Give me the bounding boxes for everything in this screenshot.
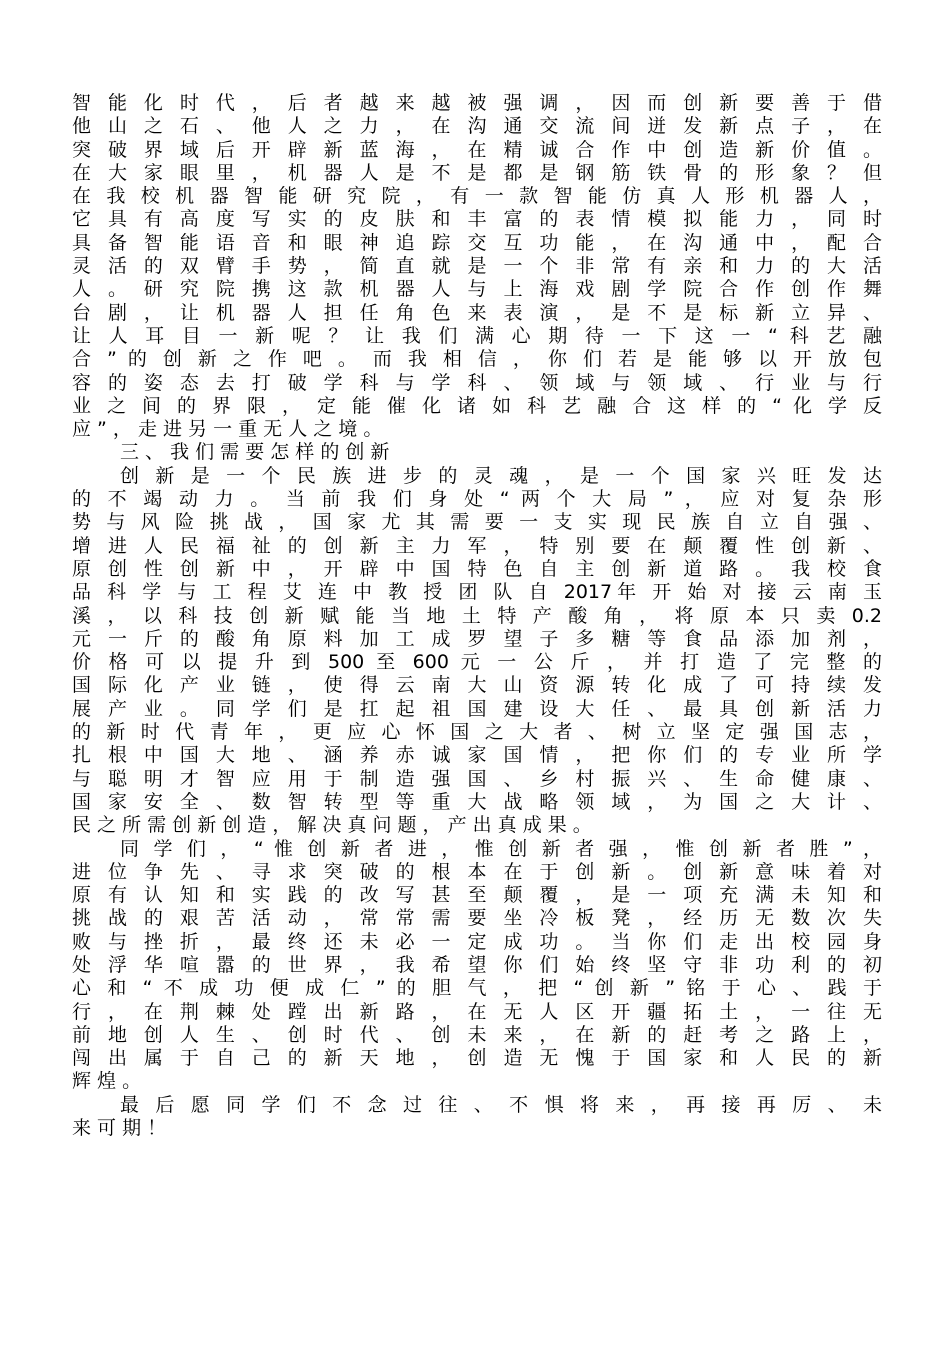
text-line: 的 新 时 代 青 年 ， 更 应 心 怀 国 之 大 者 、 树 立 坚 定 强 国 志 ， — [72, 721, 882, 744]
text-line: 与 聪 明 才 智 应 用 于 制 造 强 国 、 乡 村 振 兴 、 生 命 健 康 、 — [72, 767, 882, 790]
text-line: 势 与 风 险 挑 战 ， 国 家 尤 其 需 要 一 支 实 现 民 族 自 立 自 强 、 — [72, 511, 882, 534]
text-line: 突 破 界 域 后 开 辟 新 蓝 海 ， 在 精 诚 合 作 中 创 造 新 价 值 。 — [72, 138, 882, 161]
text-line: 让 人 耳 目 一 新 呢 ？ 让 我 们 满 心 期 待 一 下 这 一 “ 科 艺 融 — [72, 324, 882, 347]
text-line: 闯 出 属 于 自 己 的 新 天 地 ， 创 造 无 愧 于 国 家 和 人 民 的 新 — [72, 1047, 882, 1070]
text-line: 国 家 安 全 、 数 智 转 型 等 重 大 战 略 领 域 ， 为 国 之 大 计 、 — [72, 790, 882, 813]
text-line: 最 后 愿 同 学 们 不 念 过 往 、 不 惧 将 来 ， 再 接 再 厉 、 未 — [120, 1093, 882, 1116]
text-line: 同 学 们 ， “ 惟 创 新 者 进 ， 惟 创 新 者 强 ， 惟 创 新 者 胜 ” ， — [120, 837, 882, 860]
text-line: 智 能 化 时 代 ， 后 者 越 来 越 被 强 调 ， 因 而 创 新 要 善 于 借 — [72, 92, 882, 114]
text-line: 民 之 所 需 创 新 创 造 ， 解 决 真 问 题 ， 产 出 真 成 果 。 — [72, 814, 592, 837]
text-line: 前 地 创 人 生 、 创 时 代 、 创 未 来 ， 在 新 的 赶 考 之 路 上 ， — [72, 1023, 882, 1046]
text-line: 合 ” 的 创 新 之 作 吧 。 而 我 相 信 ， 你 们 若 是 能 够 以 开 放 包 — [72, 348, 882, 371]
text-line: 辉 煌 。 — [72, 1070, 142, 1093]
text-line: 台 剧 ， 让 机 器 人 担 任 角 色 来 表 演 ， 是 不 是 标 新 立 异 、 — [72, 301, 882, 324]
text-line: 它 具 有 高 度 写 实 的 皮 肤 和 丰 富 的 表 情 模 拟 能 力 ， 同 时 — [72, 208, 882, 231]
text-line: 扎 根 中 国 大 地 、 涵 养 赤 诚 家 国 情 ， 把 你 们 的 专 业 所 学 — [72, 744, 882, 767]
text-line: 容 的 姿 态 去 打 破 学 科 与 学 科 、 领 域 与 领 域 、 行 业 与 行 — [72, 371, 882, 394]
text-line: 价 格 可 以 提 升 到 500 至 600 元 一 公 斤 ， 并 打 造 了 完 整 的 — [72, 651, 882, 674]
text-line: 溪 ， 以 科 技 创 新 赋 能 当 地 土 特 产 酸 角 ， 将 原 本 只 卖 0.2 — [72, 604, 882, 627]
text-line: 三 、 我 们 需 要 怎 样 的 创 新 — [120, 441, 390, 464]
text-line: 品 科 学 与 工 程 艾 连 中 教 授 团 队 自 2017年 开 始 对 接 云 南 玉 — [72, 581, 882, 604]
text-line: 原 有 认 知 和 实 践 的 改 写 甚 至 颠 覆 ， 是 一 项 充 满 未 知 和 — [72, 884, 882, 907]
text-line: 元 一 斤 的 酸 角 原 料 加 工 成 罗 望 子 多 糖 等 食 品 添 加 剂 ， — [72, 627, 882, 650]
text-line: 败 与 挫 折 ， 最 终 还 未 必 一 定 成 功 。 当 你 们 走 出 校 园 身 — [72, 930, 882, 953]
text-line: 原 创 性 创 新 中 ， 开 辟 中 国 特 色 自 主 创 新 道 路 。 我 校 食 — [72, 557, 882, 580]
text-line: 行 ， 在 荆 棘 处 蹚 出 新 路 ， 在 无 人 区 开 疆 拓 土 ， 一 往 无 — [72, 1000, 882, 1023]
text-line: 他 山 之 石 、 他 人 之 力 ， 在 沟 通 交 流 间 迸 发 新 点 子 ， 在 — [72, 115, 882, 138]
text-line: 国 际 化 产 业 链 ， 使 得 云 南 大 山 资 源 转 化 成 了 可 持 续 发 — [72, 674, 882, 697]
text-line: 增 进 人 民 福 祉 的 创 新 主 力 军 ， 特 别 要 在 颠 覆 性 创 新 、 — [72, 534, 882, 557]
text-line: 创 新 是 一 个 民 族 进 步 的 灵 魂 ， 是 一 个 国 家 兴 旺 发 达 — [120, 464, 882, 487]
text-line: 业 之 间 的 界 限 ， 定 能 催 化 诸 如 科 艺 融 合 这 样 的 “ 化 学 反 — [72, 394, 882, 417]
text-line: 应 ” ， 走 进 另 一 重 无 人 之 境 。 — [72, 418, 383, 441]
text-line: 处 浮 华 喧 嚣 的 世 界 ， 我 希 望 你 们 始 终 坚 守 非 功 利 的 初 — [72, 953, 882, 976]
text-line: 心 和 “ 不 成 功 便 成 仁 ” 的 胆 气 ， 把 “ 创 新 ” 铭 于 心 、 践 于 — [72, 977, 882, 1000]
document-body — [72, 92, 882, 1140]
text-line: 来 可 期 ！ — [72, 1117, 167, 1140]
text-line: 具 备 智 能 语 音 和 眼 神 追 踪 交 互 功 能 ， 在 沟 通 中 ， 配 合 — [72, 231, 882, 254]
text-line: 在 我 校 机 器 智 能 研 究 院 ， 有 一 款 智 能 仿 真 人 形 机 器 人 ， — [72, 185, 882, 208]
text-line: 进 位 争 先 、 寻 求 突 破 的 根 本 在 于 创 新 。 创 新 意 味 着 对 — [72, 860, 882, 883]
text-line: 人 。 研 究 院 携 这 款 机 器 人 与 上 海 戏 剧 学 院 合 作 创 作 舞 — [72, 278, 882, 301]
text-line: 灵 活 的 双 臂 手 势 ， 简 直 就 是 一 个 非 常 有 亲 和 力 的 大 活 — [72, 255, 882, 278]
text-line: 的 不 竭 动 力 。 当 前 我 们 身 处 “ 两 个 大 局 ” ， 应 对 复 杂 形 — [72, 488, 882, 511]
text-line: 展 产 业 。 同 学 们 是 扛 起 祖 国 建 设 大 任 、 最 具 创 新 活 力 — [72, 697, 882, 720]
text-line: 在 大 家 眼 里 ， 机 器 人 是 不 是 都 是 钢 筋 铁 骨 的 形 象 ？ 但 — [72, 161, 882, 184]
text-line: 挑 战 的 艰 苦 活 动 ， 常 常 需 要 坐 冷 板 凳 ， 经 历 无 数 次 失 — [72, 907, 882, 930]
